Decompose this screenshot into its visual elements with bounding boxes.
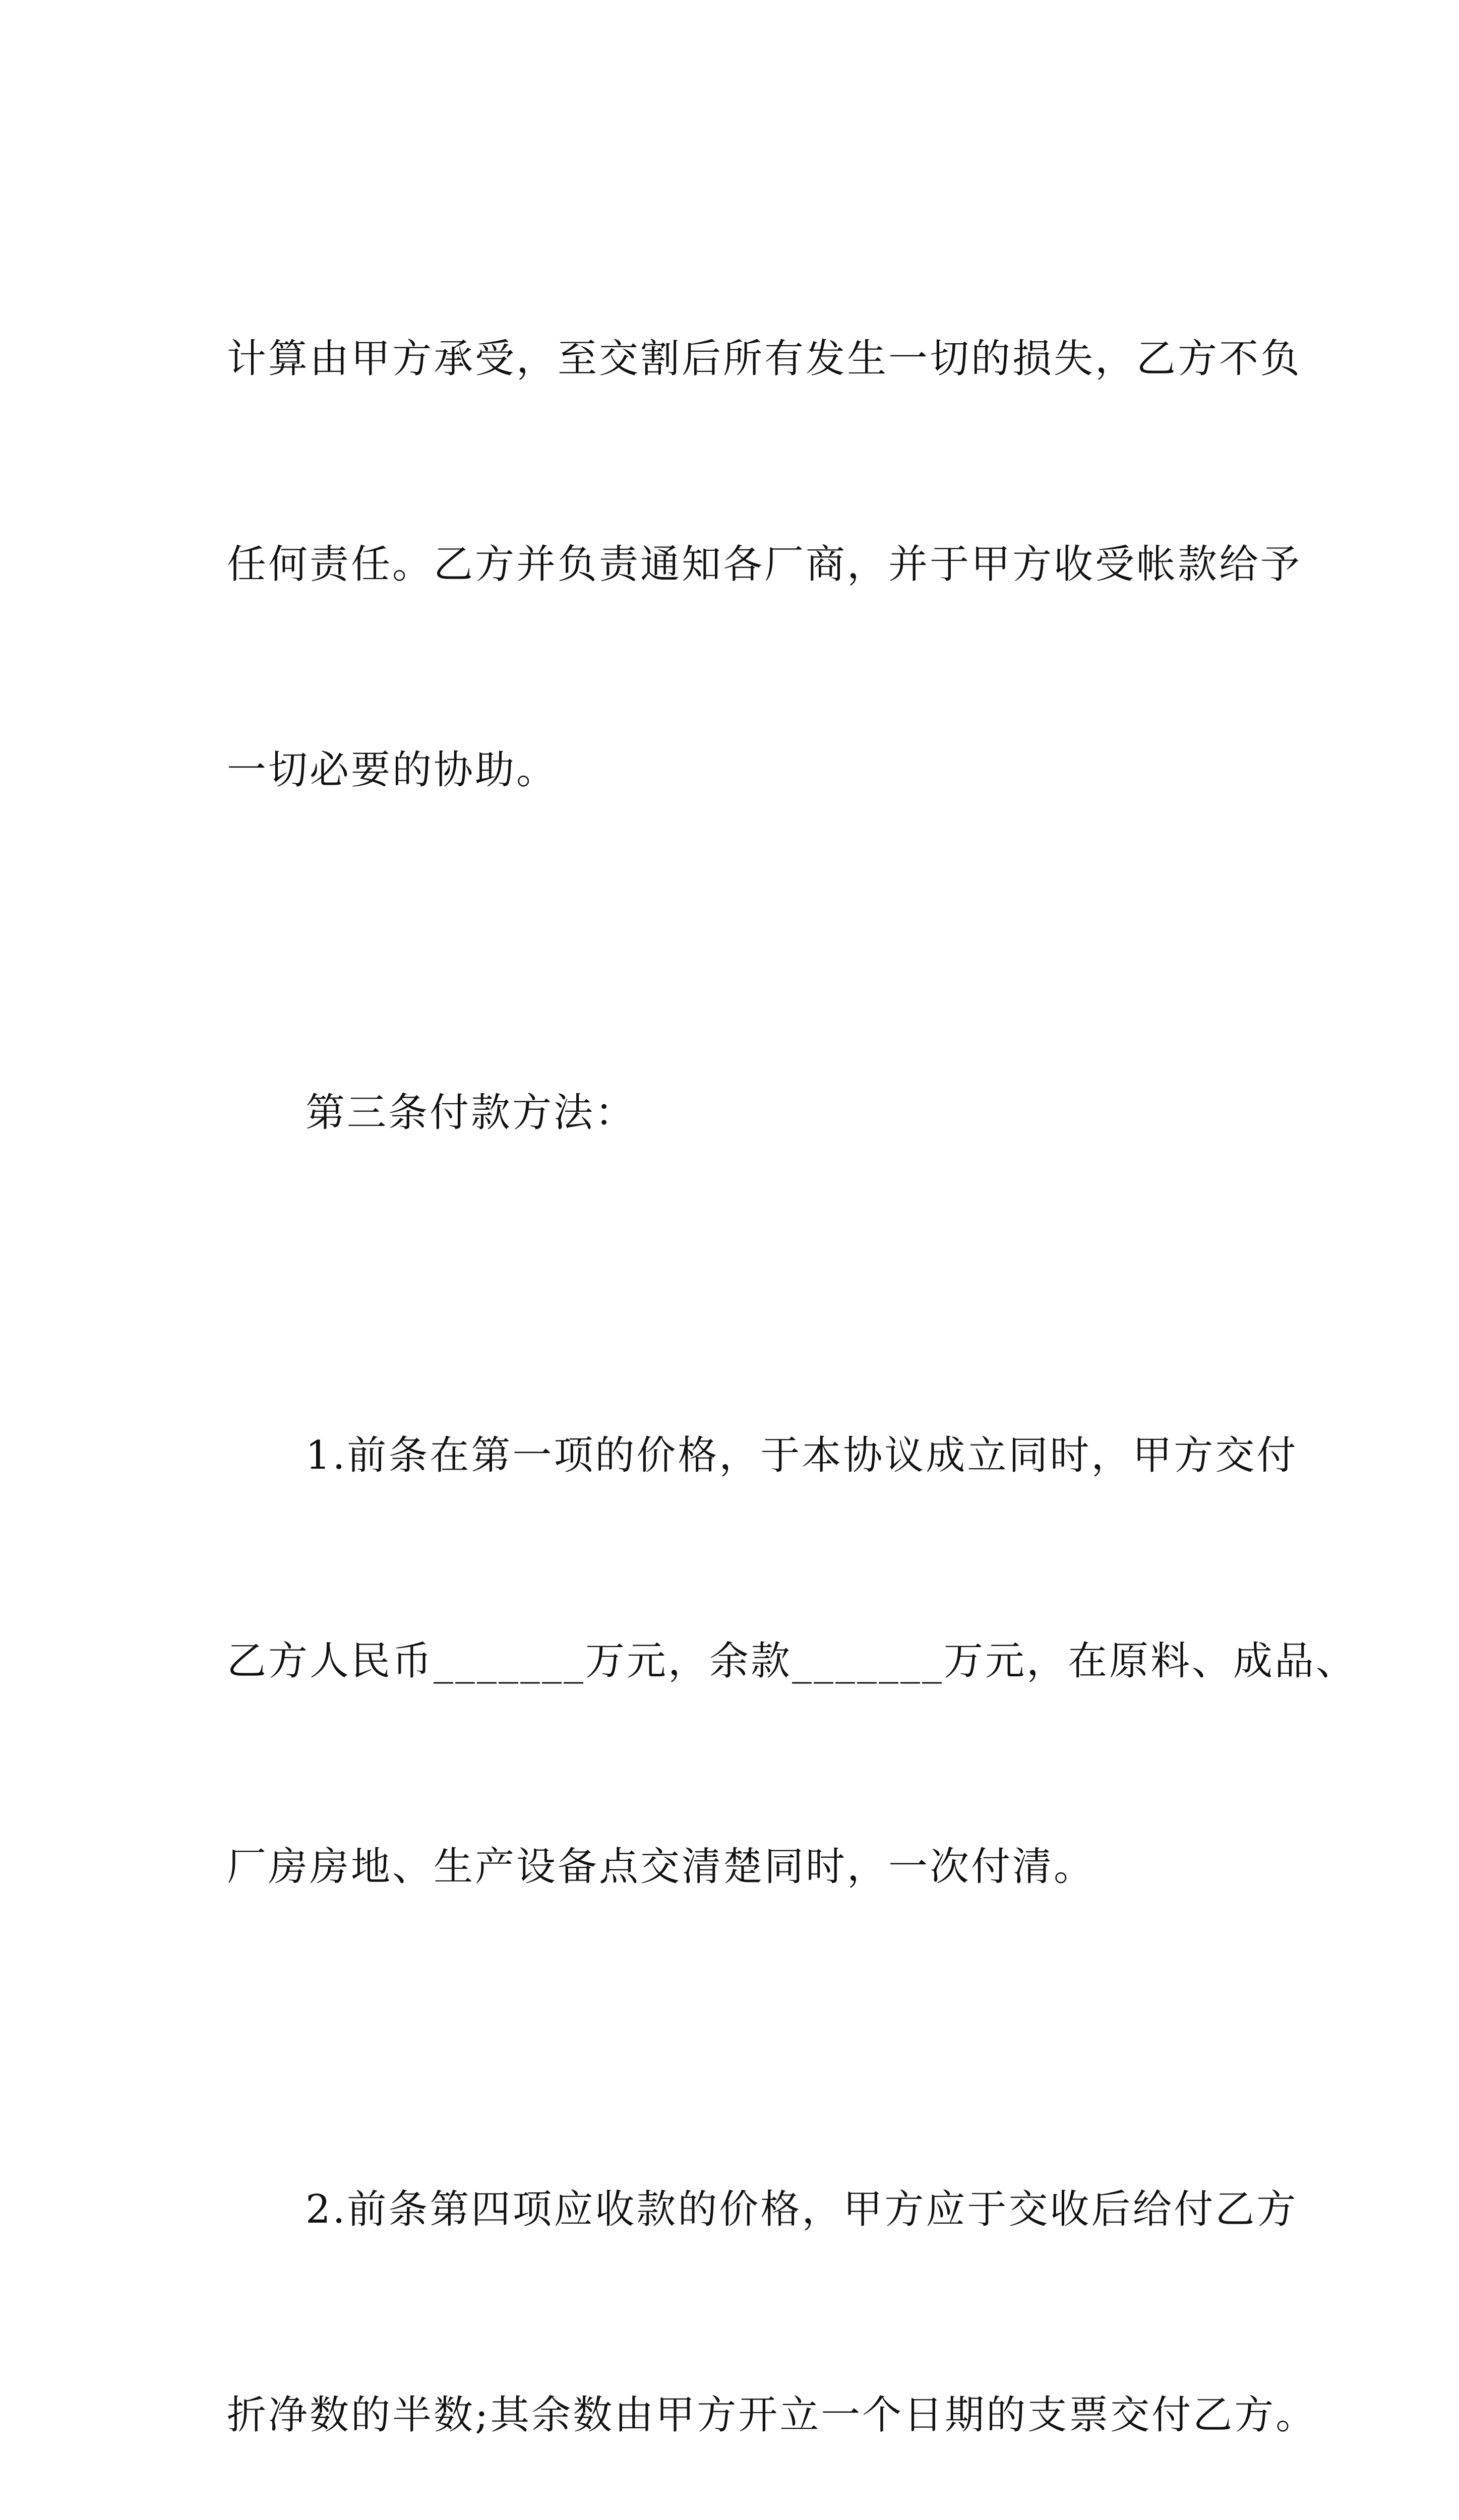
document-body <box>227 187 1358 2520</box>
text-line: 1.前条在第一项的价格，于本协议成立同时，甲方交付 <box>306 1433 1298 1478</box>
text-line: 任何责任。乙方并负责通知各厂商，并于甲方收受帐款给予 <box>227 542 1302 587</box>
article-3-heading <box>227 941 1260 1284</box>
text-line: 折净数的半数;其余数由甲方开立一个日期的支票交付乙方。 <box>227 2392 1317 2438</box>
text-line: 计算由甲方承受，至交割后所有发生一切的损失，乙方不负 <box>227 336 1302 382</box>
article-3-item-2 <box>227 2038 1317 2520</box>
text-line: 第三条付款方法： <box>306 1090 637 1136</box>
text-line: 乙方人民币_______万元，余款_______万元，在原料、成品、 <box>227 1639 1358 1684</box>
text-line: 2.前条第四项应收款的价格，甲方应于交收后给付乙方 <box>306 2187 1298 2232</box>
text-line: 厂房房地、生产设备点交清楚同时，一次付清。 <box>227 1844 1096 1889</box>
text-line: 一切必要的协助。 <box>227 747 558 793</box>
paragraph-continuation <box>227 187 1302 941</box>
article-3-item-1 <box>227 1284 1358 2038</box>
